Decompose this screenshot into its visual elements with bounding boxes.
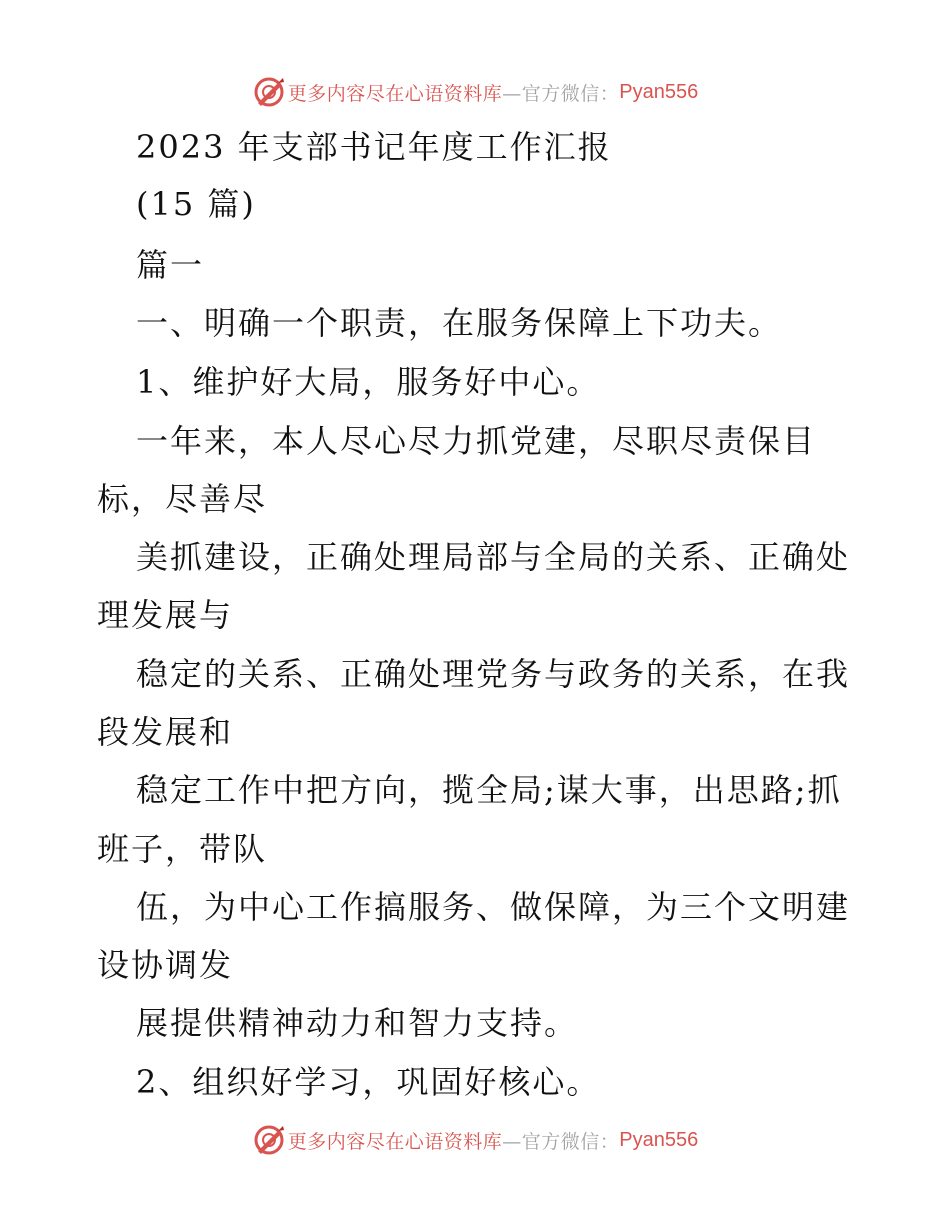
watermark-main-text: 更多内容尽在心语资料库: [287, 82, 503, 105]
watermark-wechat-id: Pyan556: [619, 1128, 699, 1151]
watermark-main-text: 更多内容尽在心语资料库: [287, 1130, 503, 1153]
text-line: 展提供精神动力和智力支持。: [136, 1004, 579, 1042]
text-line: 稳定的关系、正确处理党务与政务的关系，在我: [136, 655, 851, 693]
text-line: 一年来，本人尽心尽力抓党建，尽职尽责保目: [136, 422, 817, 460]
text-line: 伍，为中心工作搞服务、做保障，为三个文明建: [136, 888, 851, 926]
text-line: 设协调发: [97, 946, 234, 984]
text-line: 理发展与: [97, 596, 234, 634]
document-subtitle: (15 篇): [136, 185, 256, 223]
document-title: 2023 年支部书记年度工作汇报: [136, 128, 612, 166]
watermark-footer: [0, 1120, 950, 1160]
text-line: 一、明确一个职责，在服务保障上下功夫。: [136, 304, 783, 342]
watermark-dash-text: —官方微信：: [502, 1130, 620, 1153]
pen-logo-icon: [252, 75, 286, 109]
watermark-wechat-id: Pyan556: [619, 80, 699, 103]
text-line: 2、组织好学习，巩固好核心。: [136, 1063, 601, 1101]
text-line: 1、维护好大局，服务好中心。: [136, 363, 601, 401]
text-line: 班子，带队: [97, 830, 268, 868]
watermark-header: [0, 72, 950, 112]
section-heading: 篇一: [136, 246, 205, 284]
pen-logo-icon: [252, 1123, 286, 1157]
text-line: 稳定工作中把方向，揽全局;谋大事，出思路;抓: [136, 771, 842, 809]
text-line: 段发展和: [97, 713, 234, 751]
text-line: 标，尽善尽: [97, 480, 268, 518]
text-line: 美抓建设，正确处理局部与全局的关系、正确处: [136, 538, 851, 576]
watermark-dash-text: —官方微信：: [502, 82, 620, 105]
